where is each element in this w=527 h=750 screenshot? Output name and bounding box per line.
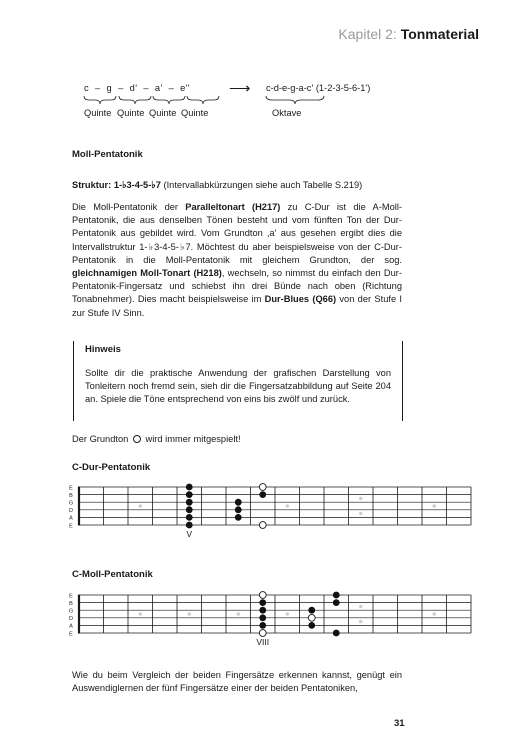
- string-label: E: [69, 485, 73, 492]
- closing-paragraph: Wie du beim Vergleich der beiden Fingersätze erkennen kannst, genügt ein Auswendiglernen der fünf Fingersätze einer der beiden Pentatoniken,: [72, 670, 402, 694]
- brace-label-3: Quinte: [149, 108, 177, 118]
- fret-marker: [138, 612, 142, 616]
- brace-label-4: Quinte: [181, 108, 209, 118]
- page-number: 31: [394, 718, 405, 729]
- position-label: V: [186, 529, 193, 539]
- note-marker: [259, 599, 266, 606]
- fifths-notes: c – g – d' – a' – e'': [84, 83, 191, 93]
- root-note-text-after: wird immer mitgespielt!: [145, 434, 241, 444]
- note-marker: [333, 630, 340, 637]
- string-label: E: [69, 523, 73, 530]
- fret-marker: [285, 612, 289, 616]
- structure-label: Struktur:: [72, 180, 112, 190]
- link-dur-blues: Dur-Blues (Q66): [264, 294, 337, 305]
- string-label: B: [69, 492, 73, 499]
- brace-label-2: Quinte: [117, 108, 145, 118]
- string-label: A: [69, 623, 73, 630]
- fretboard-title-c-dur: C-Dur-Pentatonik: [72, 462, 151, 473]
- chapter-title: Tonmaterial: [400, 26, 479, 42]
- fret-marker: [359, 620, 363, 624]
- note-marker: [333, 592, 340, 599]
- text-run: , wechseln, so nimmst du einfach den Dur-Pentatonik-Fingersatz und schiebst ihn drei Bünde nach oben (Richtung Tonabnehmer). Dies macht beispielsweise im: [72, 268, 402, 305]
- structure-value: 1-♭3-4-5-♭7: [113, 180, 161, 190]
- string-label: E: [69, 631, 73, 638]
- octave-note-sequence: c-d-e-g-a-c': [266, 83, 314, 93]
- arrow-icon: ⟶: [229, 80, 251, 97]
- chapter-label: Kapitel 2:: [338, 26, 397, 42]
- string-label: G: [68, 608, 74, 615]
- text-run: von der Stufe I zur Stufe IV Sinn.: [72, 294, 402, 318]
- root-note-marker: [259, 592, 266, 599]
- note-marker: [259, 614, 266, 621]
- root-note-marker: [308, 614, 315, 621]
- note-marker: [259, 607, 266, 614]
- note-marker: [308, 607, 315, 614]
- text-run: zu C-Dur ist die A-Moll-Pentatonik, die aus denselben Tönen besteht und vom fünften Ton der Dur-Pentatonik aus gebildet wird. Vom Grundton ‚a' aus gesehen ergibt dies die Intervallstruktur 1-♭3-4-5-♭7. Möchtest du aber beispielsweise von der C-Dur-Pentatonik in die Moll-Pentatonik mit gleichem Grundton, der sog.: [72, 202, 402, 265]
- link-gleichnamige-moll-tonart: gleichnamigen Moll-Tonart (H218): [72, 268, 222, 279]
- structure-note: (Intervallabkürzungen siehe auch Tabelle S.219): [163, 180, 363, 190]
- fretboard-title-c-moll: C-Moll-Pentatonik: [72, 569, 153, 580]
- string-label: D: [69, 508, 73, 515]
- position-label: VIII: [256, 637, 270, 647]
- fret-marker: [432, 612, 436, 616]
- root-note-text-before: Der Grundton: [72, 434, 129, 444]
- string-label: A: [69, 515, 73, 522]
- note-marker: [259, 622, 266, 629]
- root-note-marker: [259, 630, 266, 637]
- note-marker: [308, 622, 315, 629]
- text-run: Die Moll-Pentatonik der: [72, 202, 186, 212]
- section-heading-moll-pentatonik: Moll-Pentatonik: [72, 149, 143, 160]
- string-label: E: [69, 593, 73, 600]
- hint-text: Sollte dir die praktische Anwendung der grafischen Darstellung von Tonleitern noch fremd sein, sieh dir die Fingersatzabbildung auf Seite 204 an. Spiele die Töne entsprechend von eins bis zwölf und zurück.: [85, 368, 391, 405]
- string-label: G: [68, 500, 74, 507]
- string-label: D: [69, 616, 73, 623]
- hint-title: Hinweis: [85, 344, 121, 355]
- note-marker: [333, 599, 340, 606]
- fret-marker: [359, 605, 363, 609]
- string-label: B: [69, 600, 73, 607]
- octave-step-sequence: (1-2-3-5-6-1'): [315, 83, 371, 93]
- fret-marker: [187, 612, 191, 616]
- fret-marker: [236, 612, 240, 616]
- octave-label: Oktave: [272, 108, 302, 118]
- brace-label-1: Quinte: [84, 108, 112, 118]
- link-paralleltonart: Paralleltonart (H217): [185, 202, 281, 212]
